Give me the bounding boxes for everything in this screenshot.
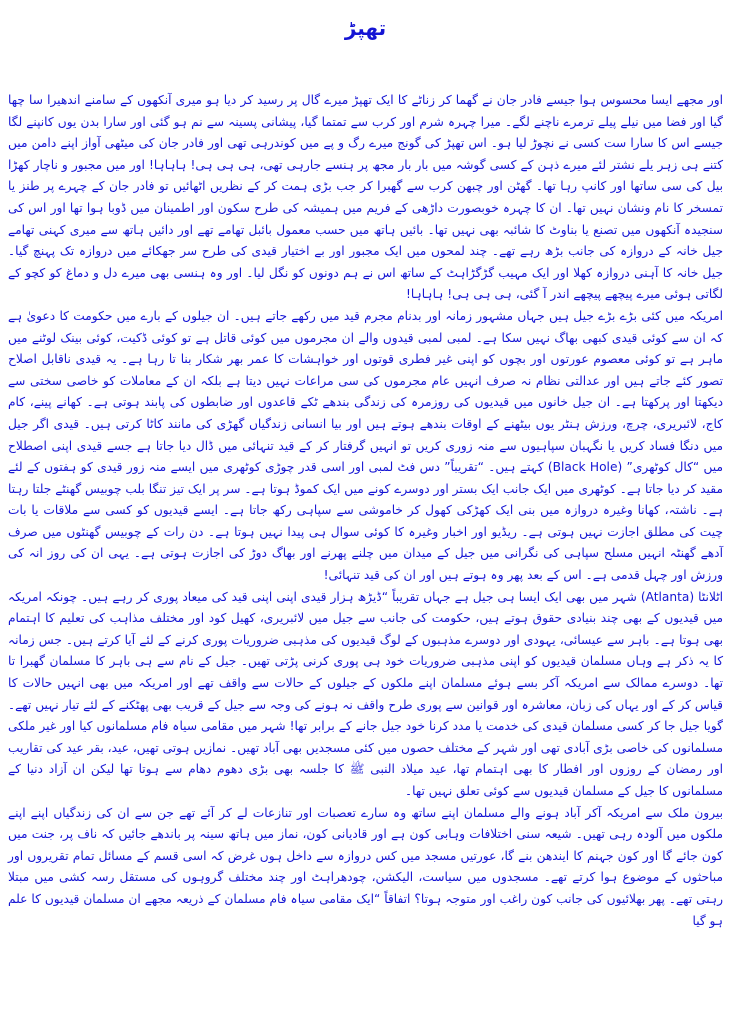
paragraph: اور مجھے ایسا محسوس ہوا جیسے فادر جان نے گھما کر زناٹے کا ایک تھپڑ میرے گال پر رسید کر دیا ہو میری آنکھوں کے سامنے اندھیرا سا چھا گیا اور فضا میں نیلے پیلے ترمرے ناچنے لگے۔ میرا چہرہ شرم اور کرب سے تمتما گیا، پیشانی پسینہ سے نم ہو گئی اور سارا بدن یوں کانپنے لگا جیسے اس کا سارا ست کسی نے نچوڑ لیا ہو۔ اس تھپڑ کی گونج میرے رگ و پے میں کوندرہی تھی اور فادر جان کی میٹھی آواز اپنے دامن میں کتنے ہی زہر یلے نشتر لئے میرے ذہن کے کسی گوشہ میں بار بار مجھ پر ہنسے جارہی تھی، ہی ہی ہی! ہاہاہا! اور میں مجبور و ناچار کھڑا بیل کی سی ساتھا اور کانپ رہا تھا۔ گھٹن اور چبھن کرب سے گھبرا کر جب بڑی ہمت کر کے نظریں اٹھائیں تو فادر جان کے چہرے پر طنز یا تمسخر کا نام ونشان نہیں تھا۔ ان کا چہرہ خوبصورت داڑھی کے فریم میں ہمیشہ کی طرح سکون اور اطمینان میں ڈوبا ہوا تھا اور اس کی سنجیدہ آنکھوں میں تصنع یا بناوٹ کا شائبہ بھی نہیں تھا۔ بائیں ہاتھ میں حسب معمول بائبل تھامے تھے اور دائیں ہاتھ سے میری کہنی تھامے جیل خانہ کے دروازہ کی جانب بڑھ رہے تھے۔ چند لمحوں میں ایک مجبور اور بے اختیار قیدی کی طرح سر جھکائے میں دروازہ تک پہنچ گیا۔ جیل خانہ کا آہنی دروازہ کھلا اور ایک مہیب گڑگڑاہٹ کے ساتھ اس نے ہم دونوں کو نگل لیا۔ اور وہ ہنسی بھی میرے دل و دماغ کو کچو کے لگاتی ہوئی میرے پیچھے پیچھے اندر آ گئی، ہی ہی ہی! ہاہاہا! [8, 93, 723, 302]
paragraph: اٹلانٹا (Atlanta) شہر میں بھی ایک ایسا ہی جیل ہے جہاں تقریباً “ڈیڑھ ہزار قیدی اپنی اپنی قید کی میعاد پوری کر رہے ہیں۔ چونکہ امریکہ میں قیدیوں کے بھی چند بنیادی حقوق ہوتے ہیں، حکومت کی جانب سے جیل میں لائبریری، کھیل کود اور مختلف مذاہب کی تعلیم کا اہتمام بھی ہوتا ہے۔ باہر سے عیسائی، یہودی اور دوسرے مذہبوں کے لوگ قیدیوں کی مذہبی ضروریات پوری کرنے کے لئے آیا کرتے ہیں۔ جس زمانہ کا یہ ذکر ہے وہاں مسلمان قیدیوں کو اپنی مذہبی ضروریات خود ہی پوری کرنی پڑتی تھیں۔ جیل کے نام سے ہی باہر کا مسلمان گھبرا تا تھا۔ دوسرے ممالک سے امریکہ آکر بسے ہوئے مسلمان اپنے ملکوں کے جیلوں کے حالات سے واقف تھے اور امریکہ میں بھی انہیں حالات کا قیاس کر کے اور یہاں کی زبان، معاشرہ اور قوانین سے پوری طرح واقف نہ ہونے کی وجہ سے جیل کے قریب بھی پھٹکنے کے لئے تیار نہیں تھے۔ گویا جیل جا کر کسی مسلمان قیدی کی خدمت یا مدد کرنا خود جیل جانے کے برابر تھا! شہر میں مقامی سیاہ فام مسلمانوں کیا اور غیر ملکی مسلمانوں کی خاصی بڑی آبادی تھی اور شہر کے مختلف حصوں میں کئی مسجدیں بھی آباد تھیں۔ نمازیں ہوتی تھیں، عید، بقر عید کی تقاریب اور رمضان کے روزوں اور افطار کا بھی اہتمام تھا، عید میلاد النبی ﷺ کا جلسہ بھی بڑی دھوم دھام سے ہوتا تھا لیکن ان آزاد دنیا کے مسلمانوں کا جیل کے مسلمان قیدیوں سے کوئی تعلق نہیں تھا۔ [8, 589, 723, 798]
paragraph: بیرون ملک سے امریکہ آکر آباد ہونے والے مسلمان اپنے ساتھ وہ سارے تعصبات اور تنازعات لے کر آئے تھے جن سے ان کی زندگیاں اپنے اپنے ملکوں میں آلودہ رہی تھیں۔ شیعہ سنی اختلافات وہابی کون ہے اور قادیانی کون، نماز میں ہاتھ سینہ پر باندھے جائیں کہ ناف پر، جنت میں کون جائے گا اور کون جہنم کا ایندھن بنے گا، عورتیں مسجد میں کس دروازہ سے داخل ہوں غرض کہ اسی قسم کے مسائل تمام تقریروں اور مباحثوں کے موضوع ہوا کرتے تھے۔ مسجدوں میں سیاست، الیکشن، چودھراہٹ اور چند مختلف گروہوں کی مستقل رسہ کشی میں مبتلا رہتی تھے۔ پھر بھلائیوں کی جانب کون راغب اور متوجہ ہوتا؟ اتفاقاً “ایک مقامی سیاہ فام مسلمان کے ذریعہ مجھے ان مسلمان قیدیوں کا علم ہو گیا [8, 805, 723, 928]
document-page [8, 0, 723, 1017]
paragraph: امریکہ میں کئی بڑے بڑے جیل ہیں جہاں مشہور زمانہ اور بدنام مجرم قید میں رکھے جاتے ہیں۔ ان جیلوں کے بارے میں حکومت کا دعویٰ ہے کہ ان سے کوئی قیدی کبھی بھاگ نہیں سکا ہے۔ لمبی لمبی قیدوں والے ان مجرموں میں کوئی قاتل ہے تو کوئی ڈکیت، کوئی بینک لوٹنے میں ماہر ہے تو کوئی معصوم عورتوں اور بچوں کو اپنی غیر فطری قوتوں اور خواہشات کا عمر بھر شکار بنا تا رہا ہے۔ یہ قیدی ناقابل اصلاح تصور کئے جاتے ہیں اور عدالتی نظام نہ صرف انہیں عام مجرموں کی سی مراعات نہیں دیتا ہے بلکہ ان کے معاملات کو خاصی سختی سے دیکھتا اور پرکھتا ہے۔ ان جیل خانوں میں قیدیوں کی روزمرہ کی زندگی بندھے ٹکے قاعدوں اور ضابطوں کی پابند ہوتی ہے۔ کھانے پینے، کام کاج، لائبریری، چرچ، ورزش ہنٹر یوں بیٹھنے کے اوقات بندھے ہوتے ہیں اور بیا انسانی زندگیاں گھڑی کی مانند کاٹا کرتی ہیں۔ قیدی اگر جیل میں دنگا فساد کریں یا نگہبان سپاہیوں سے منہ زوری کریں تو انہیں گرفتار کر کے قید تنہائی میں ڈال دیا جاتا ہے جسے قیدی اپنی اصطلاح میں “کال کوٹھری” (Black Hole) کہتے ہیں۔ “تقریباً” دس فٹ لمبی اور اسی قدر چوڑی کوٹھری میں ایسے منہ زور قیدی کو ہفتوں کے لئے مقید کر دیا جاتا ہے۔ کوٹھری میں ایک جانب ایک بستر اور دوسرے کونے میں ایک کموڈ ہوتا ہے۔ سر پر ایک تیز تنگا بلب چوبیس گھنٹے جلتا رہتا ہے۔ ناشتہ، کھانا وغیرہ دروازہ میں بنی ایک کھڑکی کھول کر خاموشی سے سپاہی رکھ جاتا ہے۔ ایسے قیدیوں کو کسی سے ملاقات یا بات چیت کی مطلق اجازت نہیں ہوتی ہے۔ ریڈیو اور اخبار وغیرہ کا کوئی سوال ہی پیدا نہیں ہوتا ہے۔ دن رات کے چوبیس گھنٹوں میں صرف آدھے گھنٹہ انہیں مسلح سپاہی کی نگرانی میں جیل کے میدان میں چلنے پھرنے اور بھاگ دوڑ کی اجازت ہوتی ہے۔ یہی ان کی روز انہ کی ورزش اور چہل قدمی ہے۔ اس کے بعد پھر وہ ہوتے ہیں اور ان کی قید تنہائی! [8, 308, 723, 583]
page-title: تھپڑ [344, 16, 387, 40]
body-text [8, 90, 723, 932]
